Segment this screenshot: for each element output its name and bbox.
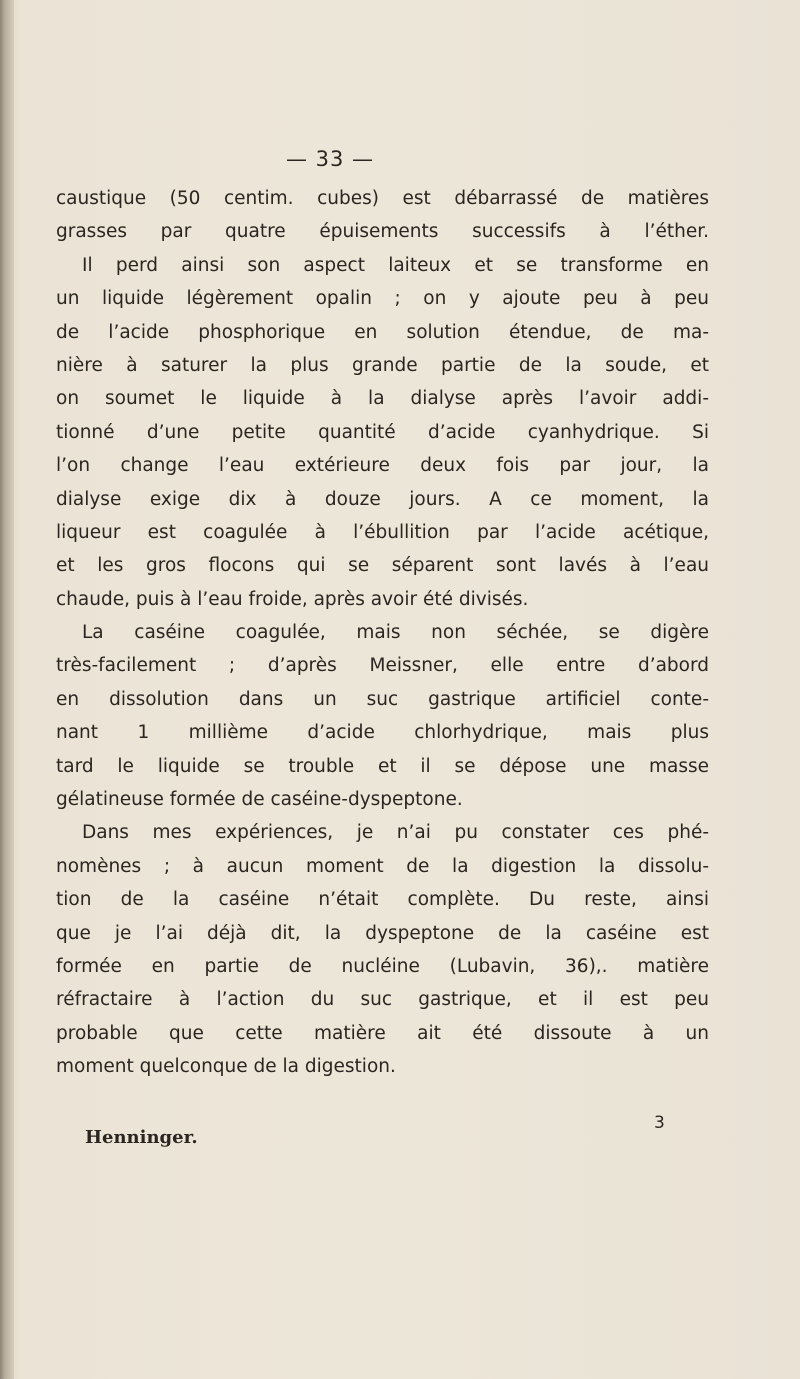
text-line: chaude, puis à l’eau froide, après avoir été divisés. — [56, 588, 529, 610]
text-line: réfractaire à l’action du suc gastrique, et il est peu — [56, 989, 709, 1011]
text-line: nomènes ; à aucun moment de la digestion la dissolu- — [56, 855, 709, 877]
text-line: un liquide légèrement opalin ; on y ajoute peu à peu — [56, 288, 709, 310]
footer-author: Henninger. — [85, 1127, 198, 1148]
text-line: probable que cette matière ait été dissoute à un — [56, 1022, 709, 1044]
signature-mark: 3 — [654, 1113, 665, 1133]
text-line: tard le liquide se trouble et il se dépose une masse — [56, 755, 709, 777]
text-line: liqueur est coagulée à l’ébullition par l’acide acétique, — [56, 521, 709, 543]
text-line: et les gros flocons qui se séparent sont lavés à l’eau — [56, 555, 709, 577]
text-line: tion de la caséine n’était complète. Du reste, ainsi — [56, 889, 709, 911]
text-line: nant 1 millième d’acide chlorhydrique, mais plus — [56, 722, 709, 744]
text-line: moment quelconque de la digestion. — [56, 1056, 396, 1078]
text-line: Il perd ainsi son aspect laiteux et se transforme en — [82, 254, 709, 276]
book-spine — [0, 0, 14, 1379]
body-text — [56, 182, 709, 1084]
text-line: que je l’ai déjà dit, la dyspeptone de la caséine est — [56, 922, 709, 944]
text-line: Dans mes expériences, je n’ai pu constater ces phé- — [82, 822, 709, 844]
text-line: caustique (50 centim. cubes) est débarrassé de matières — [56, 188, 709, 209]
text-line: tionné d’une petite quantité d’acide cyanhydrique. Si — [56, 421, 709, 443]
text-line: on soumet le liquide à la dialyse après l’avoir addi- — [56, 388, 709, 410]
page-number: — 33 — — [285, 147, 375, 171]
text-line: l’on change l’eau extérieure deux fois par jour, la — [56, 455, 709, 477]
text-line: La caséine coagulée, mais non séchée, se digère — [82, 622, 709, 644]
text-line: gélatineuse formée de caséine-dyspeptone. — [56, 789, 463, 811]
text-line: dialyse exige dix à douze jours. A ce moment, la — [56, 488, 709, 510]
text-line: nière à saturer la plus grande partie de la soude, et — [56, 354, 709, 376]
text-line: en dissolution dans un suc gastrique artificiel conte- — [56, 688, 709, 710]
text-line: très-facilement ; d’après Meissner, elle entre d’abord — [56, 655, 709, 677]
text-line: formée en partie de nucléine (Lubavin, 36),. matière — [56, 955, 709, 977]
text-line: de l’acide phosphorique en solution étendue, de ma- — [56, 321, 709, 343]
text-line: grasses par quatre épuisements successifs à l’éther. — [56, 221, 709, 243]
